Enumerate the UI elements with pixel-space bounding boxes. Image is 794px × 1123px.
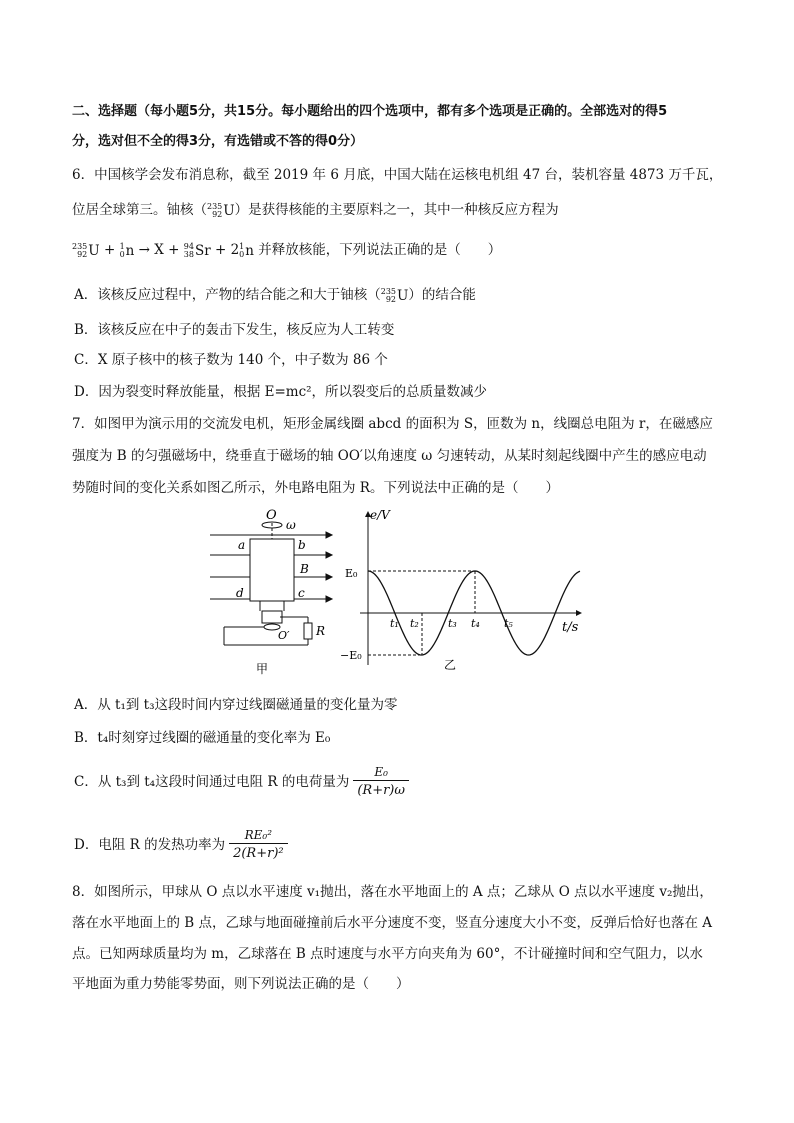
label-c: c xyxy=(298,586,305,600)
q8-stem-line-4: 平地面为重力势能零势面，则下列说法正确的是（ ） xyxy=(72,976,410,992)
emf-graph xyxy=(360,511,582,665)
q7-option-a[interactable]: A．从 t₁到 t₃这段时间内穿过线圈磁通量的变化量为零 xyxy=(74,697,398,713)
q6-option-d[interactable]: D．因为裂变时释放能量，根据 E=mc²，所以裂变后的总质量数减少 xyxy=(74,384,488,400)
y-axis-label: e/V xyxy=(370,508,390,522)
q7-figure xyxy=(200,505,590,680)
tick-t1: t₁ xyxy=(390,617,399,630)
label-o-prime: O′ xyxy=(278,629,290,642)
q6-option-b[interactable]: B．该核反应在中子的轰击下发生，核反应为人工转变 xyxy=(74,322,395,338)
label-d: d xyxy=(236,586,244,600)
label-omega: ω xyxy=(286,518,296,532)
figure-left-caption: 甲 xyxy=(256,662,269,676)
q8-stem-line-1: 8．如图所示，甲球从 O 点以水平速度 v₁抛出，落在水平地面上的 A 点；乙球从 O 点以水平速度 v₂抛出， xyxy=(72,884,713,900)
q8-stem-line-3: 点。已知两球质量均为 m，乙球落在 B 点时速度与水平方向夹角为 60°，不计碰撞时间和空气阻力，以水 xyxy=(72,946,703,962)
q7-stem-line-3: 势随时间的变化关系如图乙所示，外电路电阻为 R。下列说法中正确的是（ ） xyxy=(72,480,559,496)
x-axis-label: t/s xyxy=(562,620,579,635)
q6-option-a[interactable]: A．该核反应过程中，产物的结合能之和大于铀核（ 235 92 U）的结合能 xyxy=(74,287,476,304)
tick-t3: t₃ xyxy=(448,617,457,630)
q6-option-c[interactable]: C．X 原子核中的核子数为 140 个，中子数为 86 个 xyxy=(74,352,388,368)
generator-diagram xyxy=(210,522,332,645)
tick-t2: t₂ xyxy=(410,617,419,630)
q8-stem-line-2: 落在水平地面上的 B 点，乙球与地面碰撞前后水平分速度不变，竖直分速度大小不变，反弹后恰好也落在 A xyxy=(72,915,713,931)
label-r: R xyxy=(316,624,326,638)
label-b: b xyxy=(298,538,306,552)
uranium-nuclide: 235 92 U xyxy=(207,202,235,219)
q6-reaction-equation: 235 92 U + 1 0 n → X + 94 38 Sr + 2 1 0 n 并释放核能，下列说法正确的是（ ） xyxy=(72,242,502,259)
label-field-b: B xyxy=(300,562,309,576)
q7-stem-line-1: 7．如图甲为演示用的交流发电机，矩形金属线圈 abcd 的面积为 S，匝数为 n，线圈总电阻为 r，在磁感应 xyxy=(72,416,713,432)
section-header-line-1: 二、选择题（每小题5分，共15分。每小题给出的四个选项中，都有多个选项是正确的。全部选对的得5 xyxy=(72,104,668,119)
label-o: O xyxy=(266,508,277,523)
q7-stem-line-2: 强度为 B 的匀强磁场中，绕垂直于磁场的轴 OO′以角速度 ω 匀速转动，从某时刻起线圈中产生的感应电动 xyxy=(72,448,707,464)
q7-option-c-fraction: $\frac{\text{E₀}}{(R+r)\omega}$ xyxy=(353,764,409,801)
tick-neg-e0: −E₀ xyxy=(340,649,362,662)
q7-option-b[interactable]: B．t₄时刻穿过线圈的磁通量的变化率为 E₀ xyxy=(74,730,331,746)
tick-e0: E₀ xyxy=(345,567,358,580)
q6-stem-line-2: 位居全球第三。铀核（ 235 92 U）是获得核能的主要原料之一，其中一种核反应方程为 xyxy=(72,202,559,219)
tick-t5: t₅ xyxy=(504,617,513,630)
label-a: a xyxy=(238,538,246,552)
q7-option-d-fraction: $\frac{\text{RE₀²}}{\text{2(R+r)²}}$ xyxy=(229,827,288,864)
q7-option-d[interactable]: D．电阻 R 的发热功率为 $\frac{\text{RE₀²}}{\text{2(R+r)²}}$ xyxy=(74,825,288,865)
q7-option-c[interactable]: C．从 t₃到 t₄这段时间通过电阻 R 的电荷量为 $\frac{\text{E₀}}{(R+r)\omega}$ xyxy=(74,762,409,802)
figure-right-caption: 乙 xyxy=(444,658,457,672)
tick-t4: t₄ xyxy=(471,617,480,630)
section-header-line-2: 分，选对但不全的得3分，有选错或不答的得0分） xyxy=(72,134,364,149)
q6-stem-line-1: 6．中国核学会发布消息称，截至 2019 年 6 月底，中国大陆在运核电机组 47 台，装机容量 4873 万千瓦， xyxy=(72,167,723,183)
